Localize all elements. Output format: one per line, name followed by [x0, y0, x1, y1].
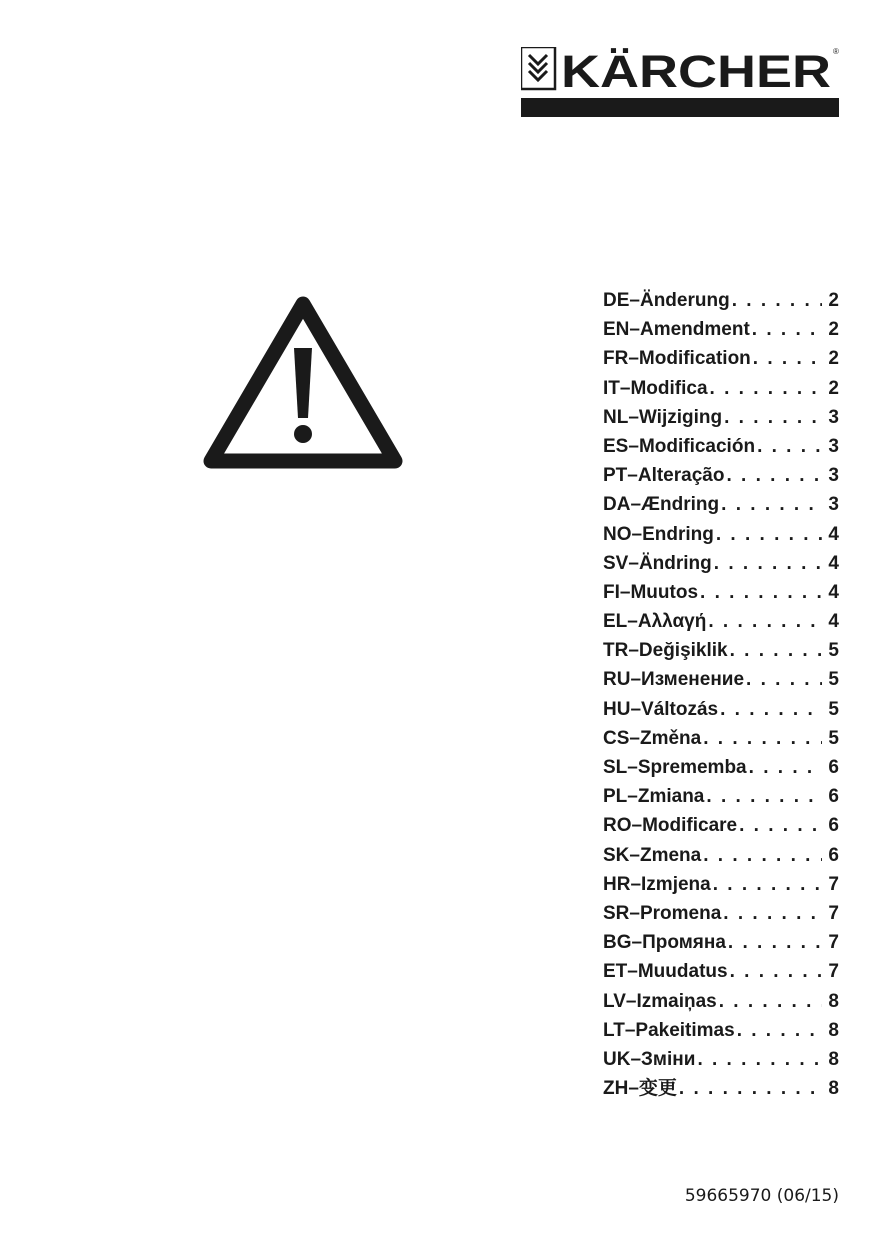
toc-dot-leader	[712, 549, 823, 578]
toc-row	[603, 403, 839, 432]
chevron-emblem-icon	[529, 55, 547, 80]
toc-language-code: SK	[603, 844, 630, 866]
toc-row	[603, 374, 839, 403]
toc-dot-leader	[735, 1016, 823, 1045]
toc-dash: –	[627, 961, 638, 983]
toc-language-code: HR	[603, 873, 631, 895]
toc-row	[603, 520, 839, 549]
toc-page-number: 7	[828, 902, 839, 924]
toc-page-number: 8	[828, 1019, 839, 1041]
toc-page-number: 7	[828, 961, 839, 983]
toc-title: Değişiklik	[638, 640, 728, 662]
toc-dash: –	[627, 465, 638, 487]
toc-dash: –	[630, 873, 642, 895]
toc-row	[603, 1016, 839, 1045]
toc-title: Izmaiņas	[636, 990, 717, 1012]
toc-dot-leader	[711, 870, 823, 899]
toc-dot-leader	[724, 461, 822, 490]
toc-dash: –	[619, 581, 631, 603]
toc-page-number: 5	[828, 727, 839, 749]
toc-dash: –	[627, 611, 638, 633]
toc-dash: –	[628, 435, 639, 457]
toc-language-code: RU	[603, 669, 631, 691]
toc-title: Modifica	[630, 377, 708, 399]
karcher-logo	[521, 47, 839, 117]
document-number: 59665970 (06/15)	[684, 1186, 839, 1206]
toc-dash: –	[630, 669, 642, 691]
toc-row	[603, 782, 839, 811]
toc-title: Muudatus	[637, 961, 728, 983]
toc-row	[603, 928, 839, 957]
toc-title: Pakeitimas	[635, 1019, 735, 1041]
toc-dash: –	[630, 698, 642, 720]
toc-language-code: FR	[603, 348, 629, 370]
toc-title: 变更	[638, 1078, 677, 1100]
toc-row	[603, 841, 839, 870]
toc-dash: –	[629, 319, 640, 341]
brand-bar	[521, 98, 839, 117]
toc-dash: –	[629, 844, 640, 866]
toc-dash: –	[628, 552, 639, 574]
toc-row	[603, 1045, 839, 1074]
toc-row	[603, 490, 839, 519]
toc-page-number: 2	[828, 348, 839, 370]
toc-row	[603, 286, 839, 315]
toc-title: Modification	[638, 348, 751, 370]
toc-language-code: PL	[603, 786, 628, 808]
toc-dot-leader	[751, 344, 823, 373]
toc-dash: –	[628, 640, 639, 662]
toc-page-number: 7	[828, 873, 839, 895]
toc-row	[603, 344, 839, 373]
toc-page-number: 6	[828, 844, 839, 866]
toc-row	[603, 461, 839, 490]
toc-dot-leader	[719, 490, 822, 519]
toc-page-number: 8	[828, 990, 839, 1012]
toc-title: Зміни	[641, 1048, 696, 1070]
toc-row	[603, 753, 839, 782]
toc-page-number: 8	[828, 1048, 839, 1070]
toc-dash: –	[630, 1048, 642, 1070]
toc-page-number: 3	[828, 465, 839, 487]
toc-title: Alteração	[637, 465, 725, 487]
toc-language-code: LT	[603, 1019, 625, 1041]
toc-page-number: 3	[828, 435, 839, 457]
toc-page-number: 2	[828, 319, 839, 341]
toc-language-code: SV	[603, 552, 629, 574]
toc-dash: –	[627, 786, 638, 808]
toc-title: Izmjena	[641, 873, 711, 895]
toc-page-number: 5	[828, 698, 839, 720]
toc-dot-leader	[747, 753, 823, 782]
toc-dot-leader	[722, 403, 822, 432]
toc-page-number: 3	[828, 406, 839, 428]
toc-title: Modificare	[642, 815, 738, 837]
toc-dot-leader	[730, 286, 823, 315]
toc-page-number: 6	[828, 757, 839, 778]
toc-language-code: BG	[603, 932, 632, 954]
toc-page-number: 4	[828, 552, 839, 574]
toc-page-number: 2	[828, 290, 839, 311]
toc-language-code: HU	[603, 698, 631, 720]
toc-title: Zmiana	[637, 786, 705, 808]
toc-row	[603, 665, 839, 694]
toc-row	[603, 724, 839, 753]
toc-page-number: 3	[828, 494, 839, 516]
toc-dash: –	[630, 494, 642, 516]
toc-row	[603, 899, 839, 928]
toc-dot-leader	[708, 374, 823, 403]
table-of-contents	[603, 286, 839, 1103]
toc-page-number: 5	[828, 669, 839, 691]
toc-page-number: 8	[828, 1078, 839, 1100]
toc-title: Изменение	[641, 669, 745, 691]
exclamation-triangle-icon	[203, 296, 403, 476]
toc-dash: –	[627, 757, 638, 778]
toc-row	[603, 1074, 839, 1103]
toc-page-number: 2	[828, 377, 839, 399]
toc-row	[603, 578, 839, 607]
toc-page-number: 4	[828, 581, 839, 603]
toc-language-code: FI	[603, 581, 620, 603]
toc-dot-leader	[721, 899, 822, 928]
toc-dot-leader	[704, 782, 822, 811]
toc-dash: –	[629, 290, 640, 311]
toc-page-number: 4	[828, 611, 839, 633]
toc-title: Promena	[639, 902, 722, 924]
toc-dot-leader	[728, 636, 823, 665]
toc-dot-leader	[695, 1045, 822, 1074]
toc-language-code: SL	[603, 757, 628, 778]
toc-language-code: NO	[603, 523, 632, 545]
toc-language-code: ES	[603, 435, 629, 457]
registered-mark: ®	[833, 47, 839, 56]
toc-page-number: 5	[828, 640, 839, 662]
toc-page-number: 7	[828, 932, 839, 954]
toc-row	[603, 549, 839, 578]
toc-dash: –	[629, 727, 640, 749]
toc-dot-leader	[737, 811, 822, 840]
toc-title: Endring	[642, 523, 714, 545]
toc-language-code: DE	[603, 290, 630, 311]
toc-dash: –	[628, 406, 639, 428]
toc-dot-leader	[677, 1074, 823, 1103]
toc-dash: –	[631, 932, 643, 954]
toc-page-number: 6	[828, 815, 839, 837]
toc-title: Wijziging	[638, 406, 723, 428]
toc-language-code: SR	[603, 902, 630, 924]
toc-row	[603, 870, 839, 899]
toc-title: Modificación	[638, 435, 756, 457]
toc-title: Αλλαγή	[637, 611, 707, 633]
toc-dot-leader	[728, 957, 823, 986]
toc-row	[603, 695, 839, 724]
toc-title: Промяна	[642, 932, 726, 954]
toc-row	[603, 315, 839, 344]
toc-row	[603, 432, 839, 461]
toc-language-code: EL	[603, 611, 628, 633]
toc-dot-leader	[717, 987, 823, 1016]
toc-title: Ändring	[638, 552, 712, 574]
toc-dash: –	[629, 902, 640, 924]
toc-dash: –	[619, 377, 631, 399]
toc-title: Muutos	[630, 581, 699, 603]
toc-dot-leader	[698, 578, 822, 607]
toc-dash: –	[628, 1078, 639, 1100]
toc-dash: –	[631, 523, 643, 545]
toc-language-code: NL	[603, 406, 629, 428]
toc-language-code: LV	[603, 990, 626, 1012]
toc-row	[603, 957, 839, 986]
toc-dot-leader	[706, 607, 822, 636]
toc-title: Änderung	[639, 290, 730, 311]
toc-language-code: ET	[603, 961, 628, 983]
toc-dot-leader	[714, 520, 823, 549]
brand-name: KÄRCHER	[561, 47, 831, 97]
toc-row	[603, 987, 839, 1016]
toc-title: Změna	[639, 727, 702, 749]
toc-title: Ændring	[641, 494, 720, 516]
toc-title: Változás	[641, 698, 719, 720]
toc-title: Sprememba	[637, 757, 747, 778]
toc-language-code: DA	[603, 494, 631, 516]
toc-dot-leader	[750, 315, 823, 344]
toc-title: Amendment	[639, 319, 750, 341]
toc-language-code: UK	[603, 1048, 631, 1070]
toc-page-number: 6	[828, 786, 839, 808]
toc-language-code: RO	[603, 815, 632, 837]
toc-dot-leader	[701, 724, 822, 753]
toc-language-code: ZH	[603, 1078, 629, 1100]
toc-dot-leader	[755, 432, 822, 461]
toc-language-code: PT	[603, 465, 628, 487]
toc-title: Zmena	[639, 844, 702, 866]
toc-dash: –	[624, 1019, 636, 1041]
toc-language-code: IT	[603, 377, 620, 399]
toc-dash: –	[628, 348, 639, 370]
toc-row	[603, 607, 839, 636]
toc-dash: –	[625, 990, 637, 1012]
toc-dot-leader	[726, 928, 823, 957]
toc-dot-leader	[701, 841, 822, 870]
toc-row	[603, 636, 839, 665]
toc-row	[603, 811, 839, 840]
toc-dot-leader	[744, 665, 822, 694]
toc-dash: –	[631, 815, 643, 837]
toc-dot-leader	[718, 695, 822, 724]
toc-language-code: EN	[603, 319, 630, 341]
toc-page-number: 4	[828, 523, 839, 545]
toc-language-code: TR	[603, 640, 629, 662]
toc-language-code: CS	[603, 727, 630, 749]
